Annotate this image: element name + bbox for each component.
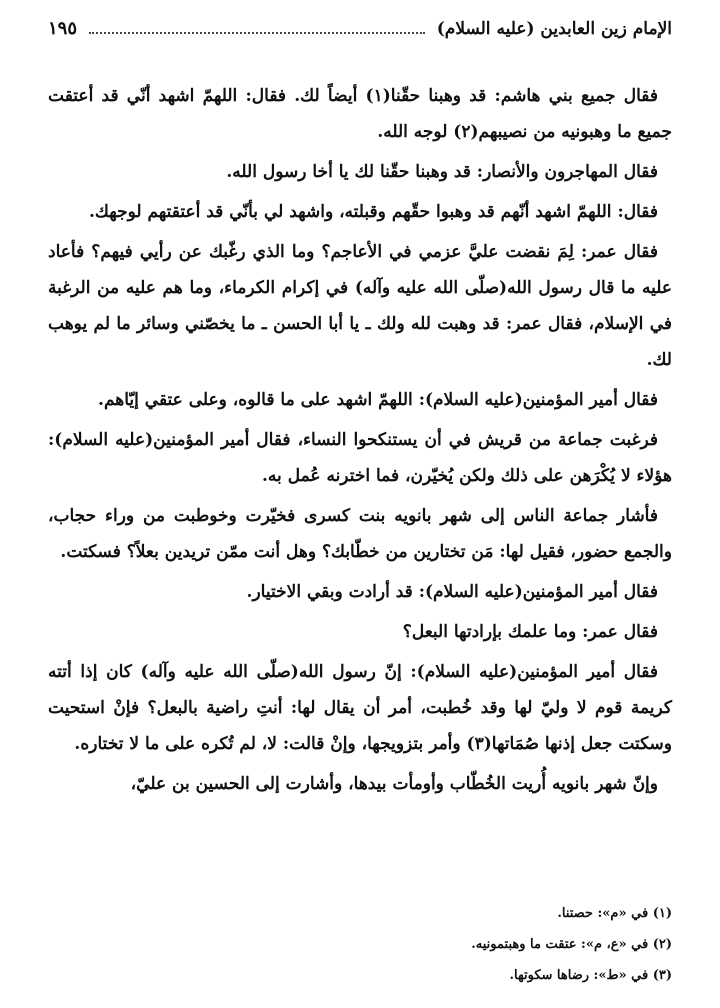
paragraph-11: وإنّ شهر بانويه أُريت الخُطّاب وأومأت بيدها، وأشارت إلى الحسين بن عليّ، (130, 774, 658, 794)
footnote-1: (١) في «م»: حصتنا. (557, 906, 672, 921)
footnotes (48, 898, 672, 991)
paragraph-10: فقال أمير المؤمنين(عليه السلام): إنّ رسول الله(صلّى الله عليه وآله) كان إذا أتته كريمة قوم لا وليّ لها وقد خُطبت، أمر أن يقال لها: أنتِ راضية بالبعل؟ فإنْ استحيت وسكتت جعل إذنها صُمَاتها(٣) وأمر بتزويجها، وإنْ قالت: لا، لم تُكره على ما لا تختاره. (48, 662, 672, 754)
paragraph-2: فقال المهاجرون والأنصار: قد وهبنا حقّنا لك يا أخا رسول الله. (226, 162, 658, 182)
paragraph-5: فقال أمير المؤمنين(عليه السلام): اللهمّ اشهد على ما قالوه، وعلى عتقي إيّاهم. (98, 390, 658, 410)
paragraph-7: فأشار جماعة الناس إلى شهر بانويه بنت كسرى فخيّرت وخوطبت من وراء حجاب، والجمع حضور، فقيل لها: مَن تختارين من خطّابك؟ وهل أنت ممّن تريدين بعلاً؟ فسكتت. (48, 506, 672, 562)
paragraph-9: فقال عمر: وما علمك بإرادتها البعل؟ (402, 622, 658, 642)
footnote-2: (٢) في «ع، م»: عتقت ما وهبتمونيه. (471, 937, 672, 952)
body-text (48, 78, 672, 802)
running-header (48, 18, 672, 48)
paragraph-1: فقال جميع بني هاشم: قد وهبنا حقّنا(١) أيضاً لك. فقال: اللهمّ اشهد أنّي قد أعتقت جميع ما وهبونيه من نصيبهم(٢) لوجه الله. (48, 86, 672, 142)
page-number: ١٩٥ (48, 18, 78, 39)
running-title: الإمام زين العابدين (عليه السلام) (436, 19, 672, 39)
header-dot-leader (89, 32, 425, 34)
paragraph-3: فقال: اللهمّ اشهد أنّهم قد وهبوا حقّهم وقبلته، واشهد لي بأنّي قد أعتقتهم لوجهك. (88, 202, 658, 222)
footnote-3: (٣) في «ط»: رضاها سكوتها. (509, 968, 672, 983)
paragraph-6: فرغبت جماعة من قريش في أن يستنكحوا النساء، فقال أمير المؤمنين(عليه السلام): هؤلاء لا يُكْرَهن على ذلك ولكن يُخيّرن، فما اخترنه عُمل به. (48, 430, 672, 486)
paragraph-8: فقال أمير المؤمنين(عليه السلام): قد أرادت وبقي الاختيار. (246, 582, 658, 602)
paragraph-4: فقال عمر: لِمَ نقضت عليَّ عزمي في الأعاجم؟ وما الذي رغّبك عن رأيي فيهم؟ فأعاد عليه ما قال رسول الله(صلّى الله عليه وآله) في إكرام الكرماء، وما هم عليه من الرغبة في الإسلام، فقال عمر: قد وهبت لله ولك ـ يا أبا الحسن ـ ما يخصّني وسائر ما لم يوهب لك. (48, 242, 672, 370)
